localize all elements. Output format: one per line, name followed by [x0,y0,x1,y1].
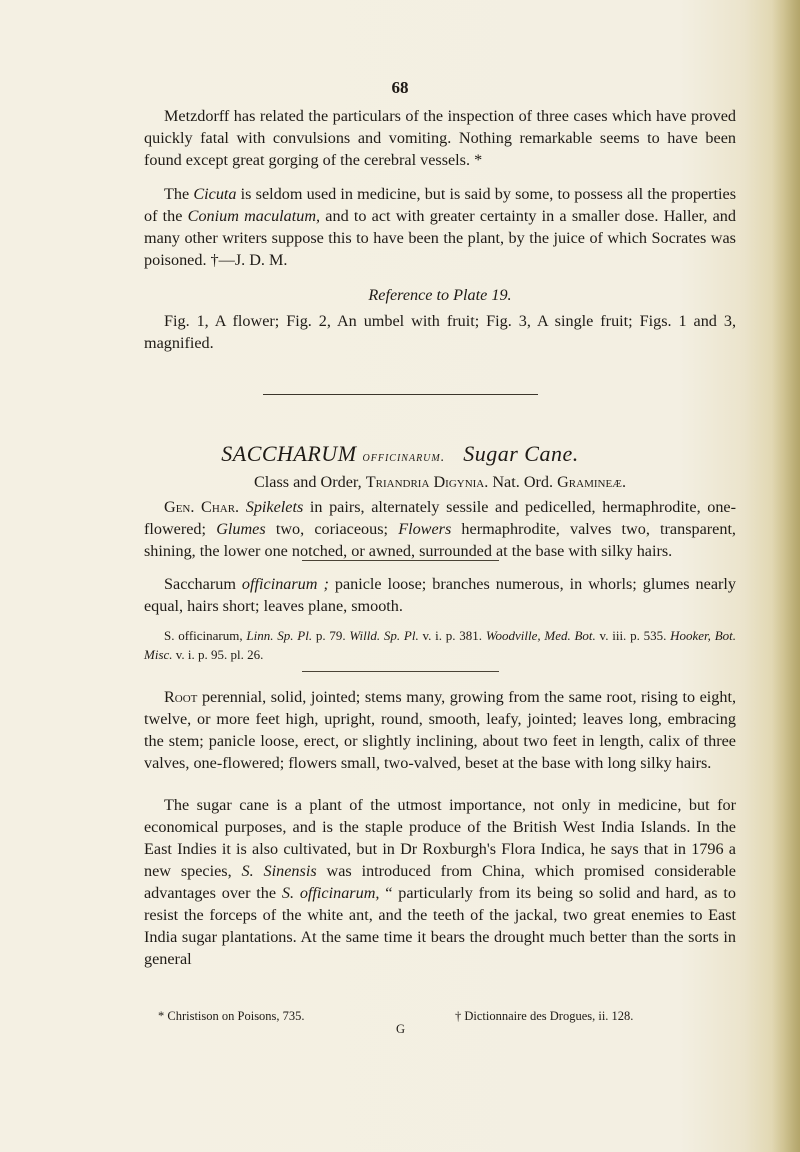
reference-text: Fig. 1, A flower; Fig. 2, An umbel with fruit; Fig. 3, A single fruit; Figs. 1 and 3, magnified. [144,312,736,352]
paragraph-sugar-cane [144,794,736,970]
divider-short-2 [302,671,499,672]
synonymy-block [144,626,736,664]
generic-character-block [144,496,736,562]
reference-heading-block [144,284,736,306]
page-number: 68 [391,78,409,97]
conium-term: Conium maculatum, [187,207,321,225]
description-block [144,686,736,774]
page-edge-shading [772,0,800,1152]
divider-short-1 [302,560,499,561]
cicuta-term: Cicuta [193,185,237,203]
footnote-right: † Dictionnaire des Drogues, ii. 128. [455,1009,634,1023]
signature-mark: G [396,1022,406,1036]
description: Root perennial, solid, jointed; stems many, growing from the same root, rising to eight, twelve, or more feet high, upright, round, smooth, leafy, jointed; leaves long, embracing the stem; panicle loose, erect, or slightly inclining, about two feet in length, calix of three valves, one-flowered; flowers small, two-valved, beset at the base with long silky hairs. [144,688,736,772]
genus-name: SACCHARUM [221,441,357,466]
specific-character: Saccharum officinarum ; panicle loose; branches numerous, in whorls; glumes nearly equal, hairs short; leaves plane, smooth. [144,575,736,615]
paragraph-metzdorff: Metzdorff has related the particulars of the inspection of three cases which have proved quickly fatal with convulsions and vomiting. Nothing remarkable seems to have been found except great gorging of the cerebral vessels. * [144,107,736,169]
synonymy: S. officinarum, Linn. Sp. Pl. p. 79. Willd. Sp. Pl. v. i. p. 381. Woodville, Med. Bot. v. iii. p. 535. Hooker, Bot. Misc. v. i. p. 95. pl. 26. [144,628,736,662]
section-divider [263,394,538,395]
specific-character-block [144,573,736,617]
species-title [0,441,800,467]
species-epithet: officinarum. [362,450,446,465]
sugar-cane-text: The sugar cane is a plant of the utmost importance, not only in medicine, but for economical purposes, and is the staple produce of the British West India Islands. In the East Indies it is also cultivated, but in Dr Roxburgh's Flora Indica, he says that in 1796 a new species, S. Sinensis was introduced from China, which promised considerable advantages over the S. officinarum, “ particularly from its being so solid and hard, as to resist the forceps of the white ant, and the teeth of the jackal, two great enemies to East India sugar plantations. At the same time it bears the drought much better than the sorts in general [144,796,736,968]
class-order-block [144,471,736,493]
footnote-left: * Christison on Poisons, 735. [158,1009,305,1023]
paragraph-cicuta: The Cicuta is seldom used in medicine, but is said by some, to possess all the properties of the Conium maculatum, and to act with greater certainty in a smaller dose. Haller, and many other writers suppose this to have been the plant, by the juice of which Socrates was poisoned. †—J. D. M. [144,185,737,269]
common-name: Sugar Cane. [463,441,579,466]
class-order: Class and Order, Triandria Digynia. Nat. Ord. Gramineæ. [254,473,626,491]
reference-heading: Reference to Plate 19. [368,286,512,304]
generic-character: Gen. Char. Spikelets in pairs, alternately sessile and pedicelled, hermaphrodite, one-flowered; Glumes two, coriaceous; Flowers hermaphrodite, valves two, transparent, shining, the lower one notched, or awned, surrounded at the base with silky hairs. [144,498,737,560]
reference-text-block [144,310,736,354]
